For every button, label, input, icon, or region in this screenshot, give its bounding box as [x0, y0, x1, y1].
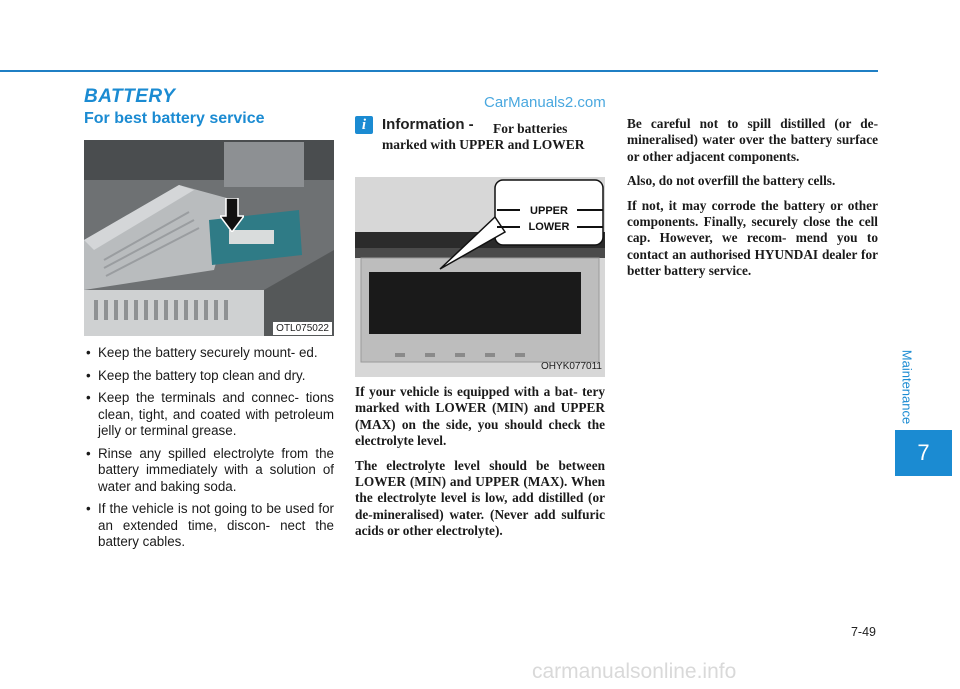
information-heading-text: For batteries marked with UPPER and LOWER: [382, 121, 585, 152]
list-item: [84, 368, 334, 385]
battery-engine-photo: [84, 140, 334, 336]
battery-level-diagram: [355, 177, 605, 377]
bullet-symbol: •: [86, 345, 91, 360]
paragraph: The electrolyte level should be between LOWER (MIN) and UPPER (MAX). When the electrolyte level is low, add distilled (or de-mineralised) water. (Never add sulfuric acids or other electrolyte).: [355, 457, 605, 539]
header-rule: [0, 70, 878, 72]
info-icon: i: [355, 116, 373, 134]
bullet-symbol: •: [86, 390, 91, 405]
list-item: [84, 390, 334, 440]
section-side-label: [897, 342, 917, 432]
lower-label: LOWER: [528, 221, 570, 233]
paragraph: Also, do not overfill the battery cells.: [627, 173, 836, 189]
footer-watermark: carmanualsonline.info: [532, 660, 737, 683]
list-item: [84, 446, 334, 496]
list-item-text: Keep the terminals and connec- tions clean, tight, and coated with petroleum jelly or terminal grease.: [98, 390, 334, 438]
list-item-text: If the vehicle is not going to be used for an extended time, discon- nect the battery cables.: [98, 501, 334, 549]
subtitle: For best battery service: [84, 110, 265, 127]
top-watermark: CarManuals2.com: [484, 94, 606, 111]
photo-caption: OTL075022: [273, 322, 332, 335]
engine-bay-illustration: [84, 140, 334, 336]
list-item-text: Keep the battery securely mount- ed.: [98, 345, 318, 360]
information-label: Information -: [382, 116, 474, 133]
paragraph: Be careful not to spill distilled (or de- mineralised) water over the battery surface or other adjacent components.: [627, 116, 878, 164]
list-item: [84, 345, 334, 362]
battery-tips-list: [84, 345, 334, 557]
diagram-caption: OHYK077011: [541, 361, 602, 372]
battery-illustration: [355, 177, 605, 377]
section-side-label-text: Maintenance: [899, 349, 915, 425]
bullet-symbol: •: [86, 501, 91, 516]
upper-label: UPPER: [530, 205, 568, 217]
paragraph: If not, it may corrode the battery or other components. Finally, securely close the cell cap. However, we recom- mend you to contact an authorised HYUNDAI dealer for better battery service.: [627, 197, 878, 279]
paragraph: If your vehicle is equipped with a bat- tery marked with LOWER (MIN) and UPPER (MAX) on the side, you should check the electrolyte level.: [355, 384, 605, 449]
page-number: 7-49: [850, 625, 876, 639]
electrolyte-instructions: [355, 384, 605, 548]
list-item-text: Rinse any spilled electrolyte from the battery immediately with a solution of water and baking soda.: [98, 445, 334, 494]
chapter-tab: 7: [895, 430, 952, 476]
list-item-text: Keep the battery top clean and dry.: [98, 367, 306, 383]
bullet-symbol: •: [86, 367, 91, 383]
section-title: BATTERY: [84, 86, 176, 107]
list-item: [84, 501, 334, 551]
bullet-symbol: •: [86, 445, 91, 461]
caution-instructions: [627, 116, 878, 288]
down-arrow-icon: [220, 198, 244, 232]
